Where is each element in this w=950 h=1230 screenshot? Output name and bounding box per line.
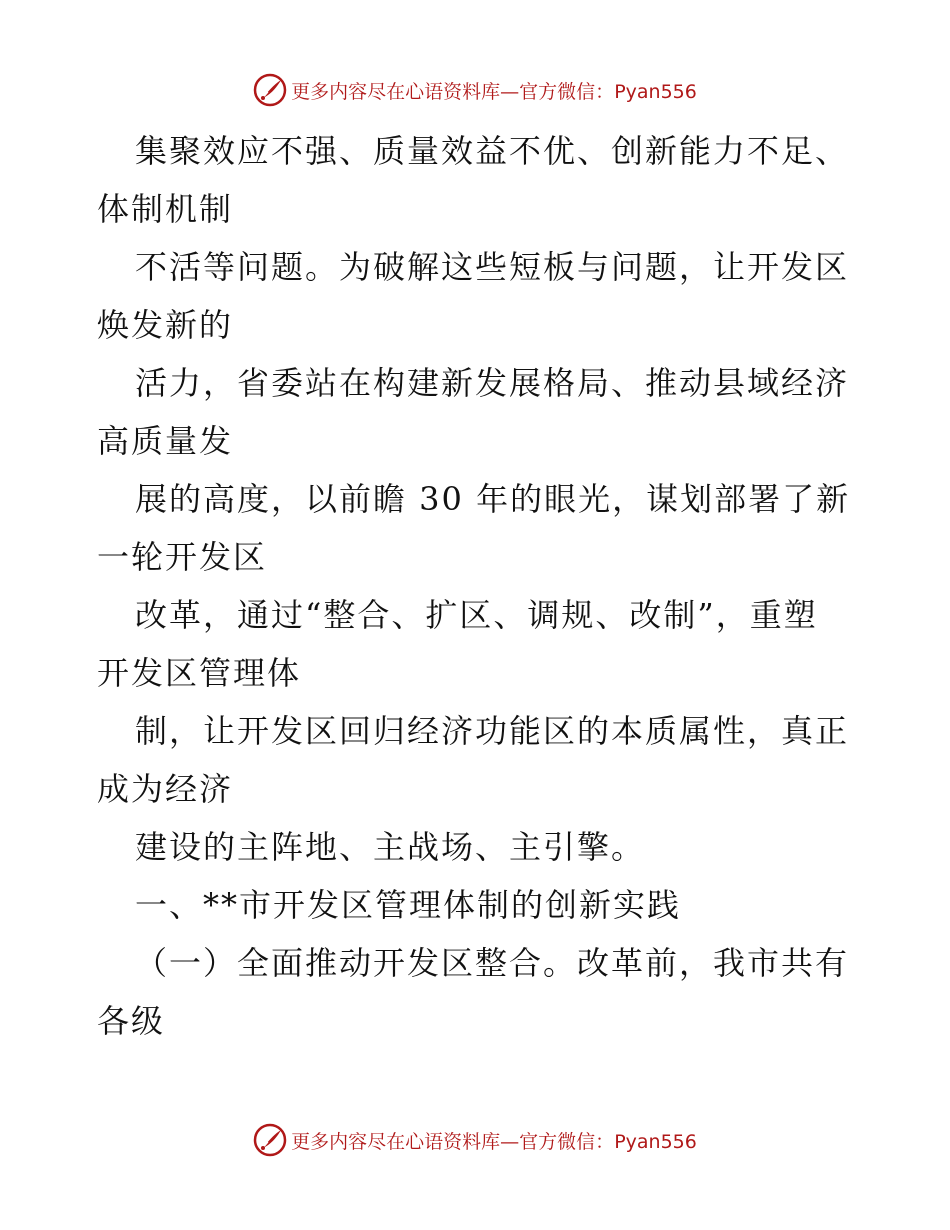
body-text-line: 焕发新的 (97, 306, 234, 344)
body-text-line: 各级 (97, 1002, 166, 1040)
body-text-line: 活力，省委站在构建新发展格局、推动县域经济 (135, 364, 850, 402)
body-text-line: 不活等问题。为破解这些短板与问题，让开发区 (135, 248, 850, 286)
watermark-wechat-id: Pyan556 (614, 80, 697, 103)
watermark-separator: — (500, 1130, 520, 1153)
feather-pen-logo-icon (253, 73, 287, 107)
feather-pen-logo-icon (253, 1123, 287, 1157)
body-text-line: 改革，通过“整合、扩区、调规、改制”，重塑 (135, 596, 818, 634)
watermark-wechat-label: 官方微信： (519, 80, 615, 103)
body-text-line: 开发区管理体 (97, 654, 302, 692)
body-text-line: 集聚效应不强、质量效益不优、创新能力不足、 (135, 132, 850, 170)
watermark-text (291, 77, 697, 104)
body-text-line: （一）全面推动开发区整合。改革前，我市共有 (135, 944, 850, 982)
body-text-line: 体制机制 (97, 190, 234, 228)
body-text-line: 一、**市开发区管理体制的创新实践 (135, 886, 682, 924)
watermark-wechat-label: 官方微信： (519, 1130, 615, 1153)
watermark-slogan: 更多内容尽在心语资料库 (291, 1130, 501, 1153)
body-text-line: 制，让开发区回归经济功能区的本质属性，真正 (135, 712, 850, 750)
watermark-header (0, 70, 950, 110)
body-text-line: 成为经济 (97, 770, 234, 808)
watermark-footer (0, 1120, 950, 1160)
document-body (97, 122, 857, 1050)
body-text-line: 展的高度，以前瞻 30 年的眼光，谋划部署了新 (135, 480, 851, 518)
watermark-text (291, 1127, 697, 1154)
watermark-slogan: 更多内容尽在心语资料库 (291, 80, 501, 103)
watermark-wechat-id: Pyan556 (614, 1130, 697, 1153)
body-text-line: 一轮开发区 (97, 538, 268, 576)
watermark-separator: — (500, 80, 520, 103)
body-text-line: 建设的主阵地、主战场、主引擎。 (135, 828, 646, 866)
body-text-line: 高质量发 (97, 422, 234, 460)
